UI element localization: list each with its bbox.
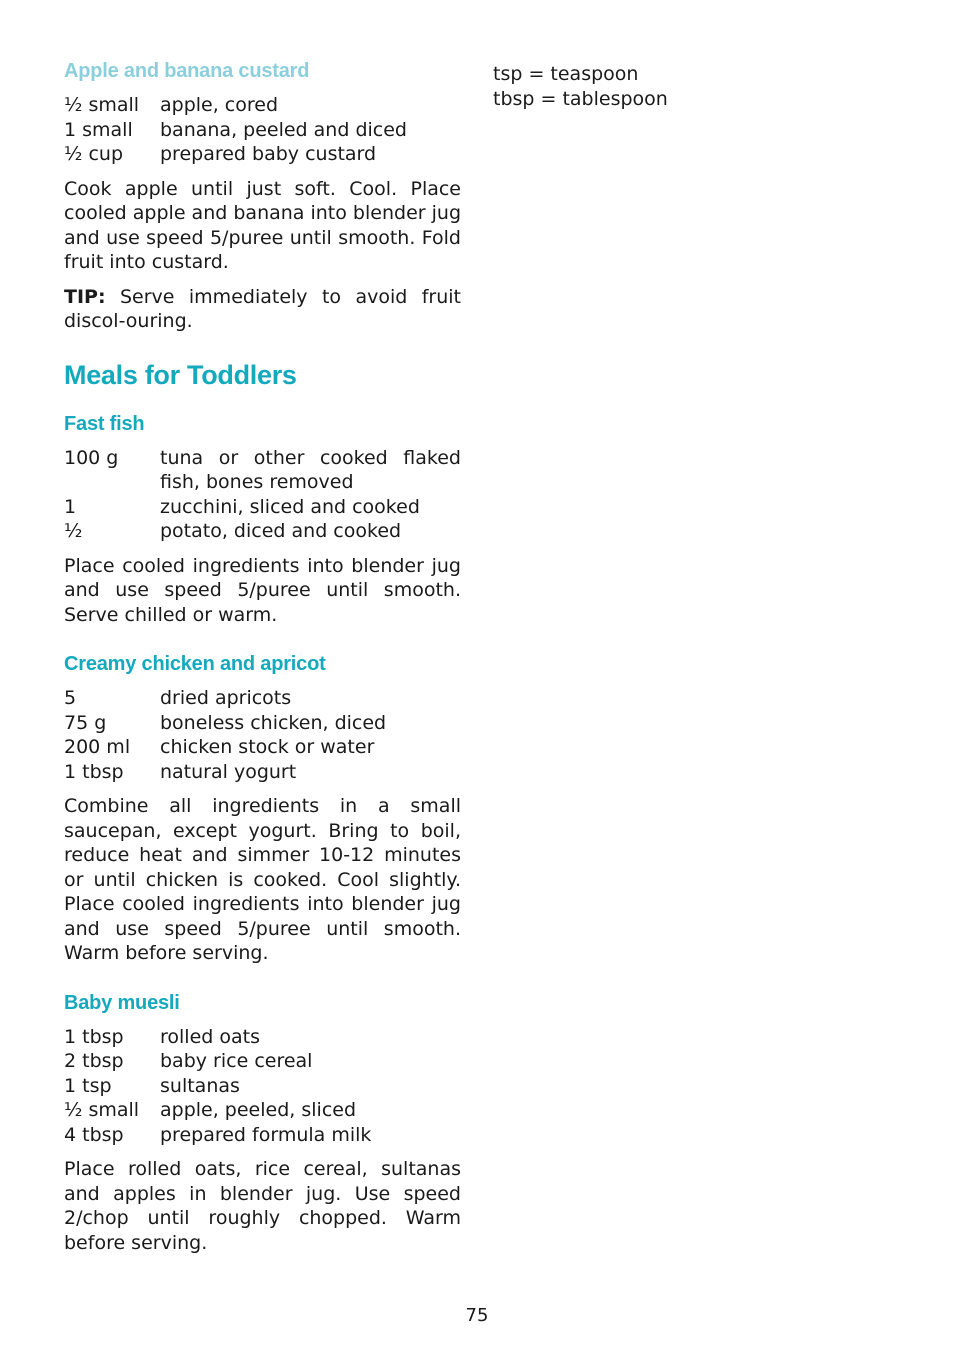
ingredient-quantity: ½ small xyxy=(64,1099,140,1121)
abbreviation-tsp: tsp = teaspoon xyxy=(493,63,639,85)
ingredient-name: potato, diced and cooked xyxy=(160,520,402,542)
abbreviation-tbsp: tbsp = tablespoon xyxy=(493,87,668,110)
ingredient-name: chicken stock or water xyxy=(160,736,375,758)
recipe-apple-banana-custard xyxy=(64,60,461,334)
tip-label: TIP: xyxy=(64,285,106,308)
recipe-method: Place cooled ingredients into blender jug and use speed 5/puree until smooth. Serve chilled or warm. xyxy=(64,554,461,626)
ingredient-name: banana, peeled and diced xyxy=(160,118,407,141)
recipe-tip xyxy=(64,285,461,334)
ingredient-row xyxy=(64,1098,461,1123)
ingredient-name: dried apricots xyxy=(160,687,292,709)
left-column xyxy=(64,60,461,1281)
ingredient-row xyxy=(64,446,461,495)
ingredient-name: prepared formula milk xyxy=(160,1123,372,1146)
ingredient-quantity: 1 tsp xyxy=(64,1074,112,1097)
recipe-title: Creamy chicken and apricot xyxy=(64,653,326,675)
ingredient-row xyxy=(64,760,461,785)
ingredient-name: boneless chicken, diced xyxy=(160,711,387,734)
ingredient-quantity: 75 g xyxy=(64,711,107,734)
recipe-method: Place rolled oats, rice cereal, sultanas and apples in blender jug. Use speed 2/chop until roughly chopped. Warm before serving. xyxy=(64,1158,461,1254)
recipe-title: Baby muesli xyxy=(64,991,180,1014)
ingredient-quantity: 1 tbsp xyxy=(64,760,124,783)
ingredient-row xyxy=(64,93,461,118)
ingredient-row xyxy=(64,1025,461,1050)
page-number: 75 xyxy=(465,1305,489,1326)
ingredient-name: tuna or other cooked flaked fish, bones removed xyxy=(160,446,461,493)
ingredient-row xyxy=(64,686,461,711)
recipe-method: Cook apple until just soft. Cool. Place cooled apple and banana into blender jug and use speed 5/puree until smooth. Fold fruit into custard. xyxy=(64,177,461,273)
ingredient-row xyxy=(64,1074,461,1099)
ingredient-quantity: 2 tbsp xyxy=(64,1050,124,1072)
ingredient-quantity: 200 ml xyxy=(64,736,131,758)
recipe-method: Combine all ingredients in a small saucepan, except yogurt. Bring to boil, reduce heat and simmer 10-12 minutes or until chicken is cooked. Cool slightly. Place cooled ingredients into blender jug and use speed 5/puree until smooth. Warm before serving. xyxy=(64,795,461,964)
ingredient-row xyxy=(64,142,461,167)
ingredient-list xyxy=(64,686,461,784)
ingredient-row xyxy=(64,118,461,143)
ingredient-list xyxy=(64,446,461,544)
ingredient-name: sultanas xyxy=(160,1074,240,1097)
ingredient-row xyxy=(64,495,461,520)
ingredient-name: natural yogurt xyxy=(160,760,297,783)
ingredient-name: rolled oats xyxy=(160,1025,260,1048)
recipe-title: Fast fish xyxy=(64,412,145,435)
ingredient-quantity: 5 xyxy=(64,687,77,709)
ingredient-row xyxy=(64,1123,461,1148)
ingredient-row xyxy=(64,735,461,760)
ingredient-name: apple, peeled, sliced xyxy=(160,1099,357,1121)
ingredient-name: apple, cored xyxy=(160,94,279,116)
tip-text: Serve immediately to avoid fruit discol-ouring. xyxy=(64,285,461,332)
ingredient-quantity: ½ cup xyxy=(64,143,124,165)
ingredient-name: zucchini, sliced and cooked xyxy=(160,495,420,518)
section-heading: Meals for Toddlers xyxy=(64,359,297,390)
ingredient-quantity: 1 small xyxy=(64,118,133,141)
ingredient-row xyxy=(64,711,461,736)
ingredient-quantity: ½ xyxy=(64,520,83,542)
ingredient-quantity: 1 xyxy=(64,495,77,518)
ingredient-row xyxy=(64,1049,461,1074)
ingredient-quantity: 100 g xyxy=(64,446,119,469)
ingredient-list xyxy=(64,93,461,167)
recipe-creamy-chicken-apricot xyxy=(64,653,461,966)
ingredient-quantity: ½ small xyxy=(64,94,140,116)
abbreviations-legend xyxy=(493,62,793,111)
ingredient-row xyxy=(64,519,461,544)
ingredient-quantity: 4 tbsp xyxy=(64,1123,124,1146)
recipe-fast-fish xyxy=(64,413,461,628)
ingredient-list xyxy=(64,1025,461,1148)
recipe-title: Apple and banana custard xyxy=(64,60,310,82)
ingredient-quantity: 1 tbsp xyxy=(64,1025,124,1048)
recipe-baby-muesli xyxy=(64,992,461,1256)
ingredient-name: baby rice cereal xyxy=(160,1050,313,1072)
ingredient-name: prepared baby custard xyxy=(160,143,377,165)
